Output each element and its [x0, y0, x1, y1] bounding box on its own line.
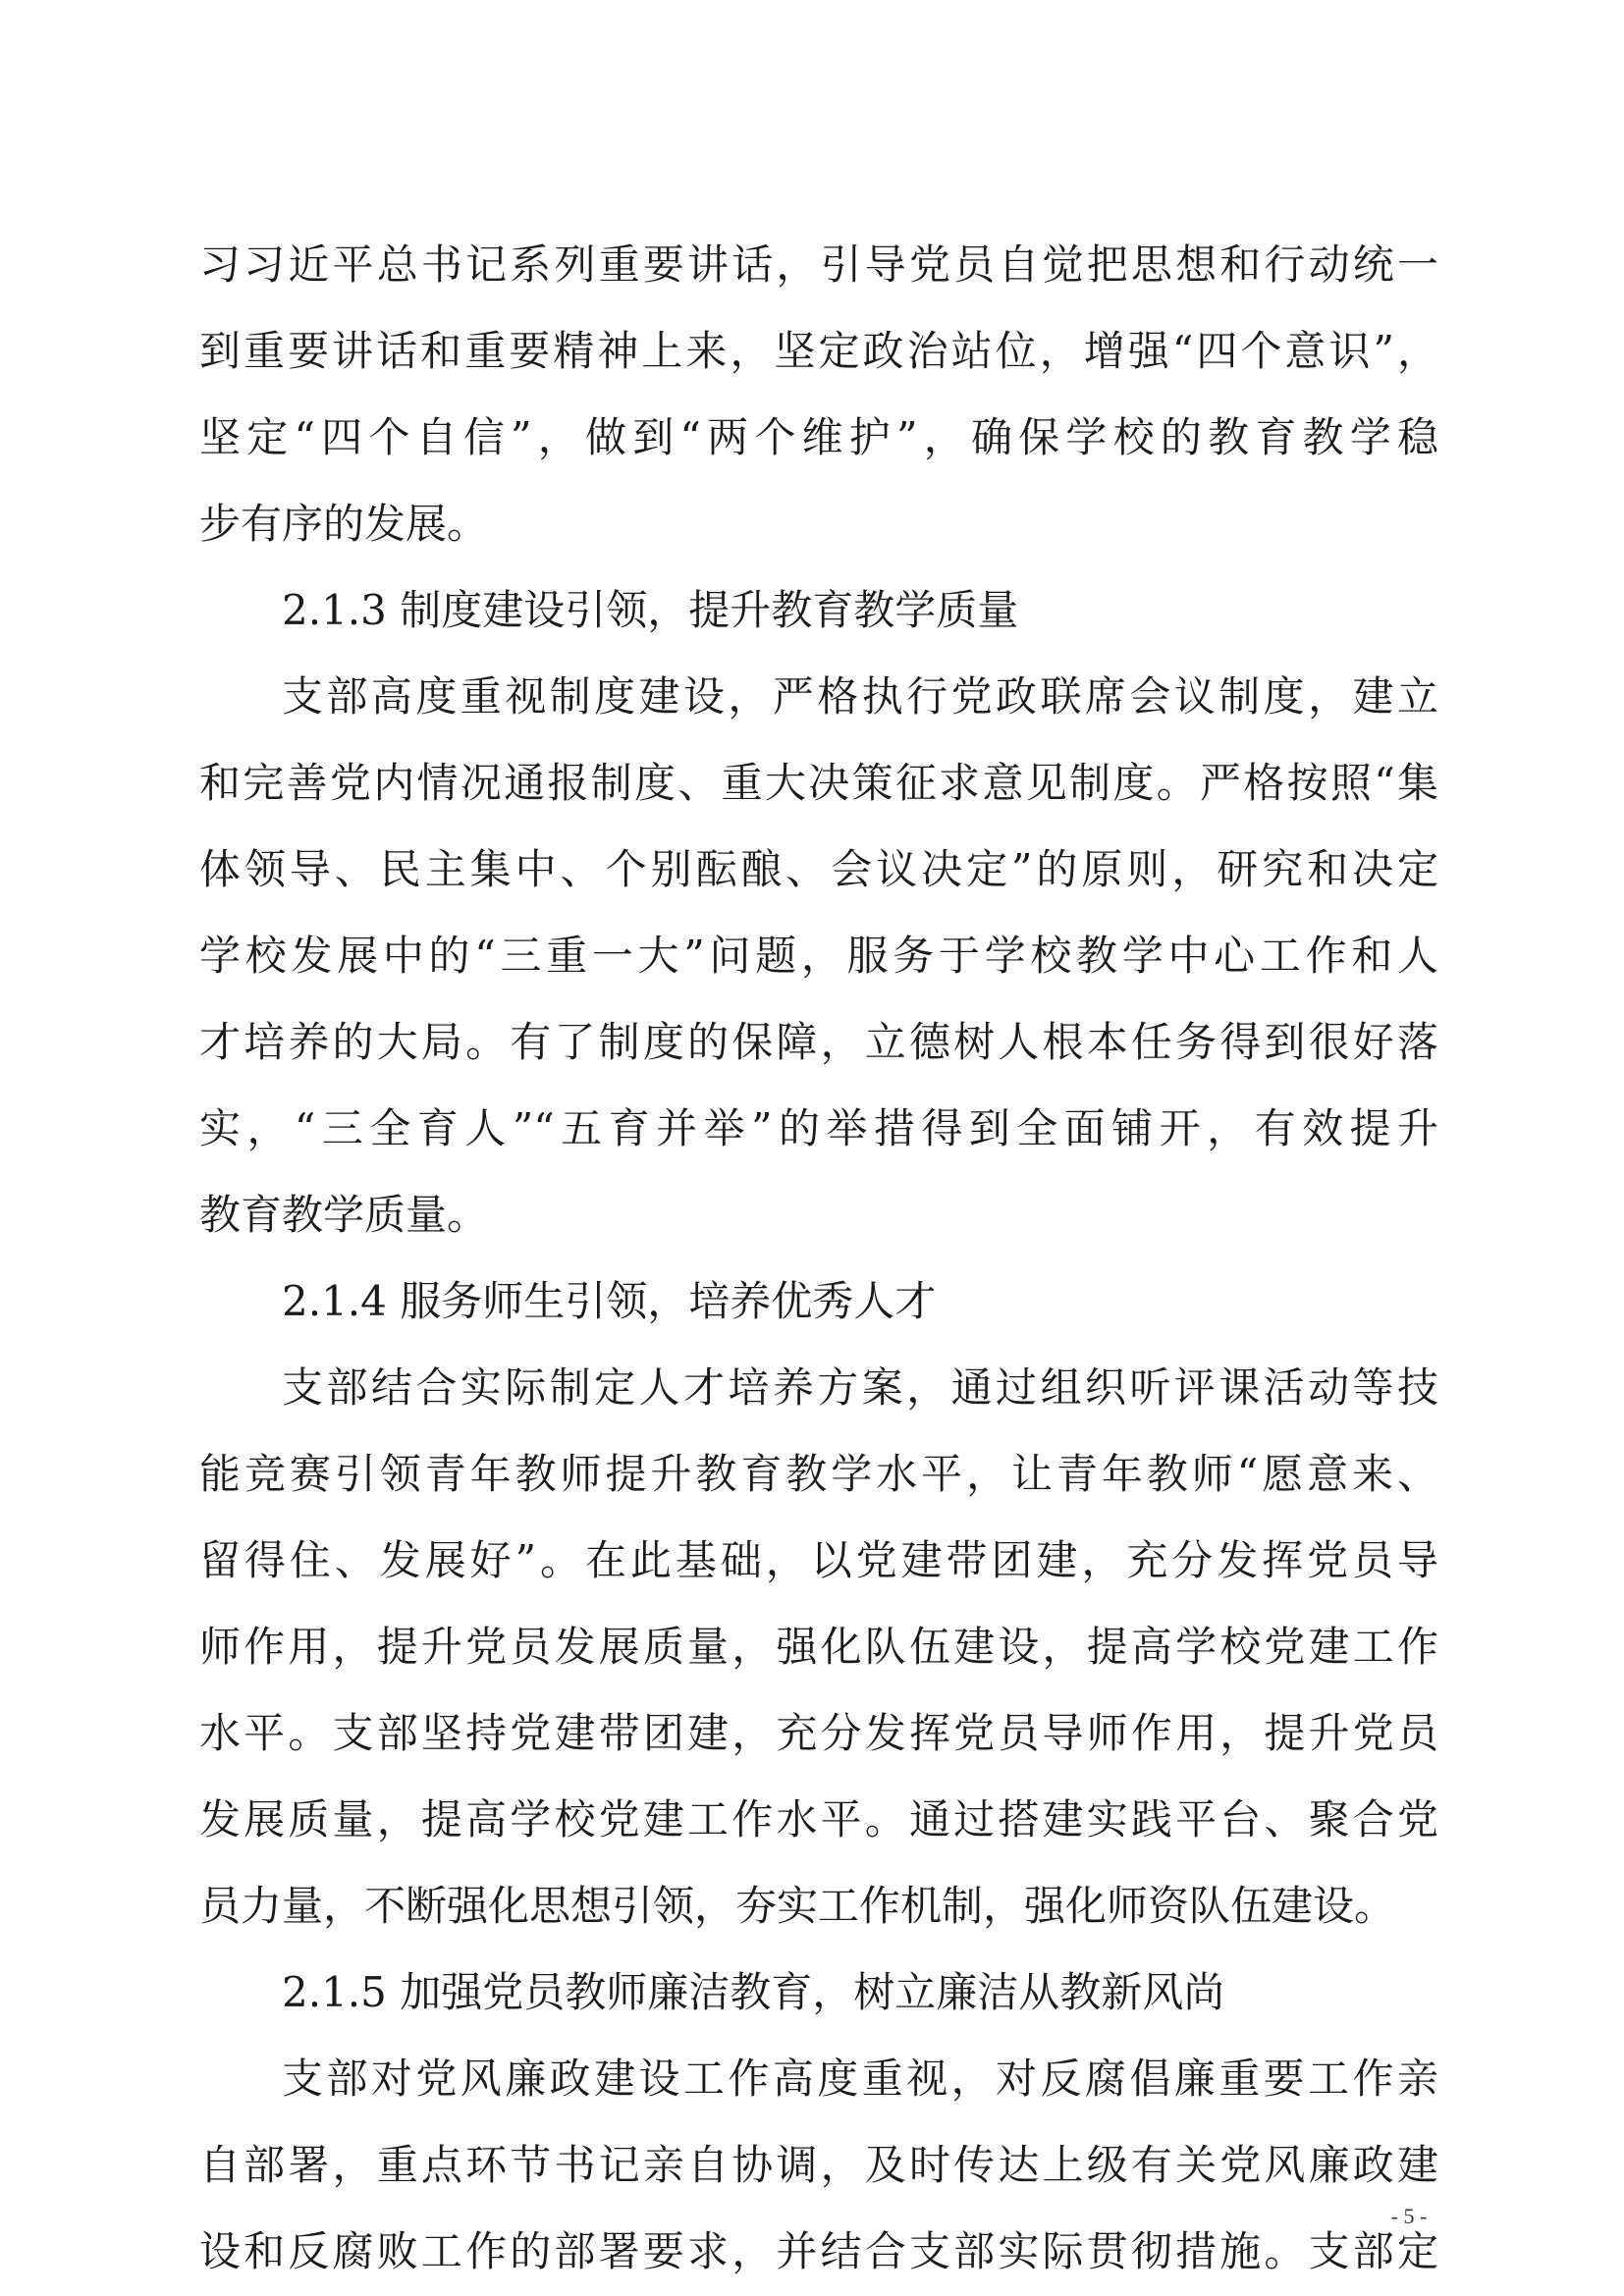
paragraph-line: 教育教学质量。 — [199, 1191, 489, 1239]
paragraph-line: 能竞赛引领青年教师提升教育教学水平，让青年教师“愿意来、 — [199, 1450, 1438, 1498]
paragraph-line: 实，“三全育人”“五育并举”的举措得到全面铺开，有效提升 — [199, 1104, 1438, 1152]
paragraph-line: 和完善党内情况通报制度、重大决策征求意见制度。严格按照“集 — [199, 759, 1438, 807]
paragraph-line: 才培养的大局。有了制度的保障，立德树人根本任务得到很好落 — [199, 1018, 1438, 1066]
paragraph-line: 到重要讲话和重要精神上来，坚定政治站位，增强“四个意识”， — [199, 327, 1438, 375]
paragraph-line: 学校发展中的“三重一大”问题，服务于学校教学中心工作和人 — [199, 932, 1438, 980]
section-heading-2-1-5: 2.1.5 加强党员教师廉洁教育，树立廉洁从教新风尚 — [282, 1968, 1225, 2016]
document-body — [199, 222, 1438, 2295]
paragraph-line: 体领导、民主集中、个别酝酿、会议决定”的原则，研究和决定 — [199, 845, 1438, 893]
page-number: - 5 - — [1390, 2204, 1428, 2228]
paragraph-line: 水平。支部坚持党建带团建，充分发挥党员导师作用，提升党员 — [199, 1709, 1438, 1757]
paragraph-line: 自部署，重点环节书记亲自协调，及时传达上级有关党风廉政建 — [199, 2141, 1438, 2189]
paragraph-line: 支部结合实际制定人才培养方案，通过组织听评课活动等技 — [282, 1363, 1438, 1412]
paragraph-line: 习习近平总书记系列重要讲话，引导党员自觉把思想和行动统一 — [199, 240, 1438, 289]
paragraph-line: 支部高度重视制度建设，严格执行党政联席会议制度，建立 — [282, 672, 1438, 721]
paragraph-line: 师作用，提升党员发展质量，强化队伍建设，提高学校党建工作 — [199, 1623, 1438, 1671]
paragraph-line: 支部对党风廉政建设工作高度重视，对反腐倡廉重要工作亲 — [282, 2055, 1438, 2103]
paragraph-line: 发展质量，提高学校党建工作水平。通过搭建实践平台、聚合党 — [199, 1795, 1438, 1843]
section-heading-2-1-4: 2.1.4 服务师生引领，培养优秀人才 — [282, 1277, 937, 1325]
paragraph-line: 步有序的发展。 — [199, 500, 489, 548]
paragraph-line: 设和反腐败工作的部署要求，并结合支部实际贯彻措施。支部定 — [199, 2227, 1438, 2275]
paragraph-line: 留得住、发展好”。在此基础，以党建带团建，充分发挥党员导 — [199, 1536, 1438, 1584]
section-heading-2-1-3: 2.1.3 制度建设引领，提升教育教学质量 — [282, 586, 1019, 634]
paragraph-line: 坚定“四个自信”，做到“两个维护”，确保学校的教育教学稳 — [199, 413, 1438, 461]
paragraph-line: 员力量，不断强化思想引领，夯实工作机制，强化师资队伍建设。 — [199, 1882, 1396, 1930]
